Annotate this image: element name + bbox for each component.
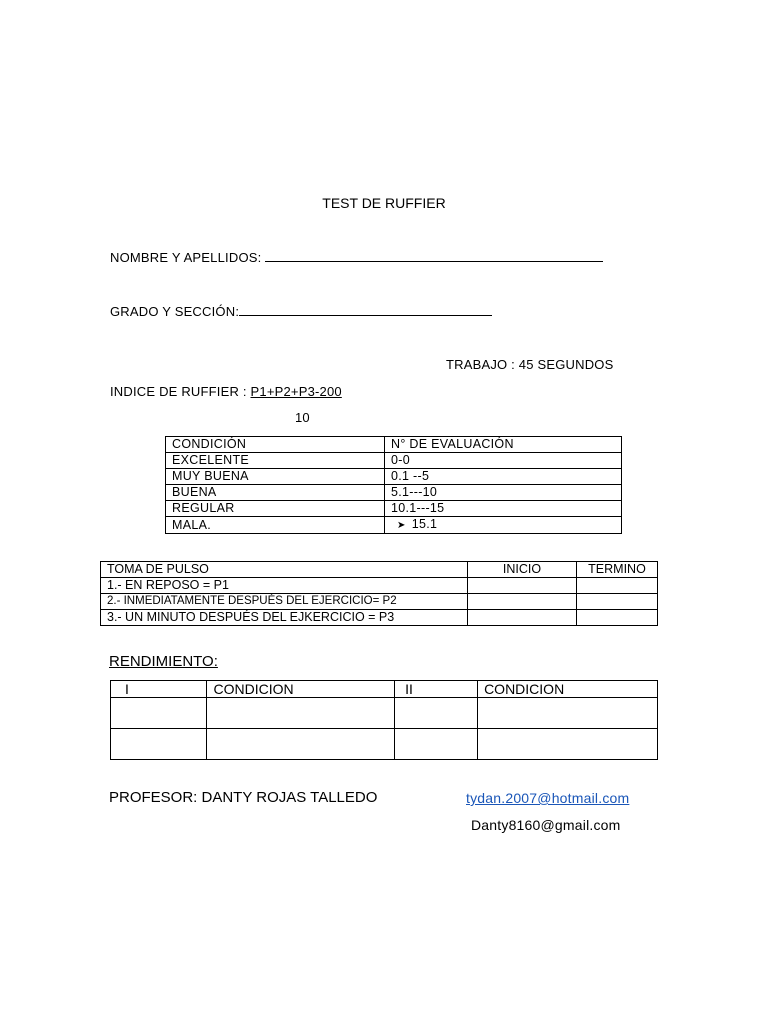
indice-denominator: 10 [295, 410, 310, 425]
nombre-blank-line [265, 250, 603, 262]
grado-blank-line [239, 304, 492, 316]
table-header-row [166, 437, 622, 453]
table-row [166, 469, 622, 485]
nombre-field [110, 250, 603, 265]
score-cell: 0.1 --5 [385, 469, 622, 485]
header-condicion: CONDICIÓN [166, 437, 385, 453]
evaluation-table [165, 436, 622, 534]
header-evaluacion: N° DE EVALUACIÓN [385, 437, 622, 453]
header-inicio: INICIO [468, 562, 577, 578]
score-cell: 5.1---10 [385, 485, 622, 501]
termino-input-cell[interactable] [577, 610, 658, 626]
score-cell: 10.1---15 [385, 501, 622, 517]
condition-cell: MUY BUENA [166, 469, 385, 485]
inicio-input-cell[interactable] [468, 578, 577, 594]
rendimiento-heading: RENDIMIENTO: [109, 653, 218, 670]
indice-numerator: P1+P2+P3-200 [250, 384, 342, 399]
header-toma-pulso: TOMA DE PULSO [101, 562, 468, 578]
table-row [101, 578, 658, 594]
table-row [166, 485, 622, 501]
profesor-name: PROFESOR: DANTY ROJAS TALLEDO [109, 789, 378, 806]
input-cell[interactable] [207, 698, 395, 729]
indice-formula [110, 384, 342, 399]
input-cell[interactable] [207, 729, 395, 760]
table-row [111, 729, 658, 760]
header-condicion-2: CONDICION [478, 681, 658, 698]
rendimiento-table [110, 680, 658, 760]
input-cell[interactable] [478, 729, 658, 760]
table-header-row [111, 681, 658, 698]
trabajo-text: TRABAJO : 45 SEGUNDOS [446, 357, 614, 372]
input-cell[interactable] [111, 698, 207, 729]
email-gmail: Danty8160@gmail.com [471, 817, 621, 833]
input-cell[interactable] [395, 729, 478, 760]
condition-cell: EXCELENTE [166, 453, 385, 469]
inicio-input-cell[interactable] [468, 610, 577, 626]
header-termino: TERMINO [577, 562, 658, 578]
arrow-bullet-icon: ➤ [397, 520, 406, 531]
termino-input-cell[interactable] [577, 594, 658, 610]
indice-label: INDICE DE RUFFIER : [110, 384, 247, 399]
score-value: 15.1 [411, 517, 438, 531]
table-row [166, 517, 622, 534]
input-cell[interactable] [478, 698, 658, 729]
table-row [101, 610, 658, 626]
grado-field [110, 304, 492, 319]
document-title: TEST DE RUFFIER [322, 195, 446, 211]
pulse-label-cell: 1.- EN REPOSO = P1 [101, 578, 468, 594]
table-header-row [101, 562, 658, 578]
nombre-label: NOMBRE Y APELLIDOS: [110, 250, 262, 265]
table-row [111, 698, 658, 729]
pulse-label-cell: 2.- INMEDIATAMENTE DESPUÉS DEL EJERCICIO= P2 [101, 594, 468, 610]
header-i: I [111, 681, 207, 698]
inicio-input-cell[interactable] [468, 594, 577, 610]
header-condicion-1: CONDICION [207, 681, 395, 698]
header-ii: II [395, 681, 478, 698]
input-cell[interactable] [395, 698, 478, 729]
pulse-table [100, 561, 658, 626]
termino-input-cell[interactable] [577, 578, 658, 594]
table-row [166, 501, 622, 517]
condition-cell: MALA. [166, 517, 385, 534]
table-row [101, 594, 658, 610]
email-link-hotmail[interactable]: tydan.2007@hotmail.com [466, 790, 630, 806]
input-cell[interactable] [111, 729, 207, 760]
condition-cell: BUENA [166, 485, 385, 501]
score-cell: 0-0 [385, 453, 622, 469]
condition-cell: REGULAR [166, 501, 385, 517]
grado-label: GRADO Y SECCIÓN: [110, 304, 240, 319]
table-row [166, 453, 622, 469]
score-cell [385, 517, 622, 534]
pulse-label-cell: 3.- UN MINUTO DESPUÉS DEL EJKERCICIO = P3 [101, 610, 468, 626]
